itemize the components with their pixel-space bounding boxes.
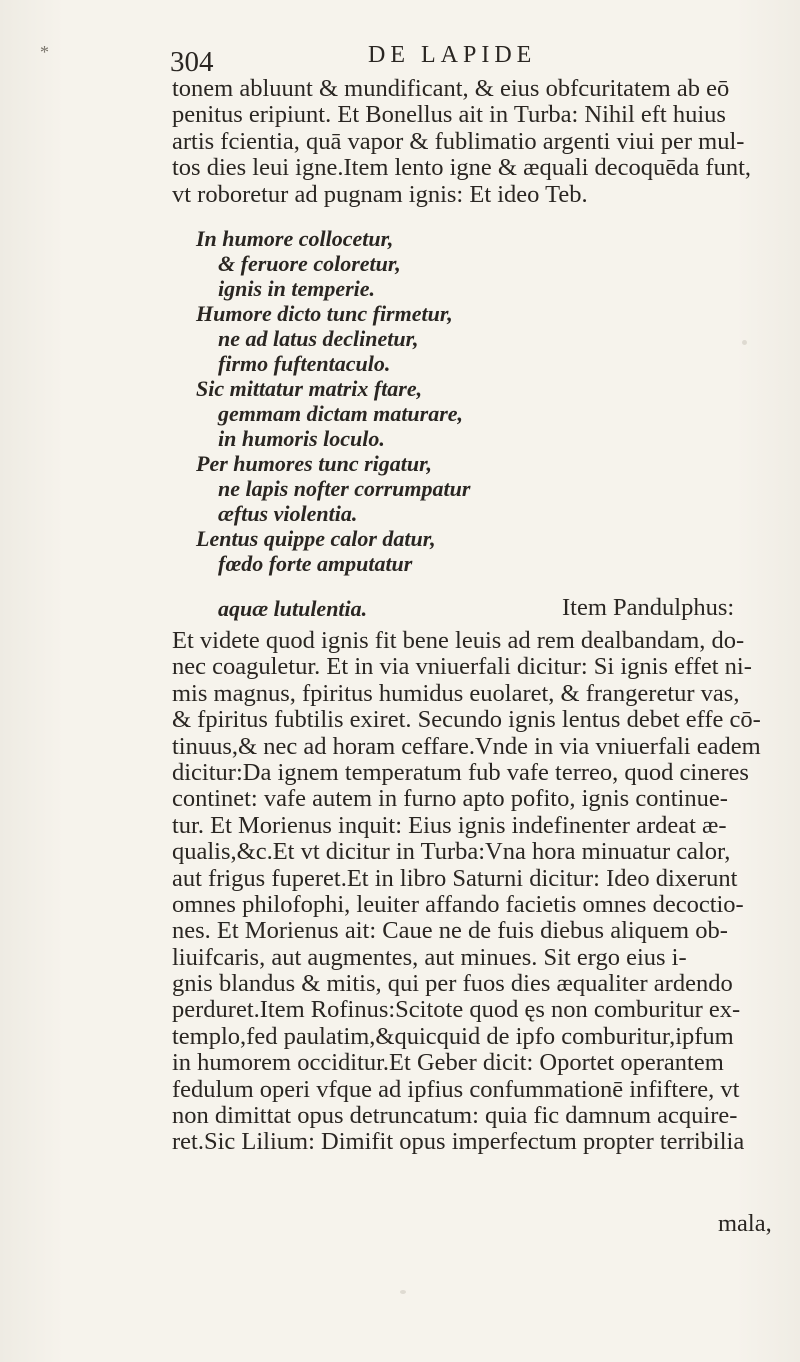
verse-line: ne lapis nofter corrumpatur [218,476,471,501]
text-line: mis magnus, fpiritus humidus euolaret, & frangeretur vas, [172,679,740,707]
text-line: Et videte quod ignis fit bene leuis ad rem dealbandam, do- [172,627,745,654]
text-line: dicitur:Da ignem temperatum fub vafe terreo, quod cineres [172,758,749,786]
verse-line: aquæ lutulentia. [218,596,368,621]
text-line: ret.Sic Lilium: Dimifit opus imperfectum propter terribilia [172,1128,745,1156]
verse-line: Sic mittatur matrix ftare, [196,376,423,401]
verse-line: & feruore coloretur, [218,251,401,276]
text-line: nes. Et Morienus ait: Caue ne de fuis diebus aliquem ob- [172,917,728,945]
text-line: & fpiritus fubtilis exiret. Secundo ignis lentus debet effe cō- [172,706,761,734]
item-line [172,596,792,624]
prose-block-2 [172,628,792,1156]
catchword: mala, [718,1210,772,1237]
verse-line: æftus violentia. [218,501,358,526]
prose-block-1 [172,76,787,208]
running-head: DE LAPIDE [368,42,537,68]
verse-line: ignis in temperie. [218,276,376,301]
text-line: continet: vafe autem in furno apto pofito, ignis continue- [172,785,728,813]
text-line: penitus eripiunt. Et Bonellus ait in Turba: Nihil eft huius [172,101,726,129]
text-line: omnes philofophi, leuiter affando facietis omnes decoctio- [172,890,744,918]
page-header [170,38,640,78]
verse-line: fœdo forte amputatur [218,551,413,576]
verse-line: in humoris loculo. [218,426,385,451]
text-line: in humorem occiditur.Et Geber dicit: Oportet operantem [172,1049,724,1077]
text-line: tos dies leui igne.Item lento igne & æquali decoquēda funt, [172,154,752,182]
text-line: aut frigus fuperet.Et in libro Saturni dicitur: Ideo dixerunt [172,864,738,892]
verse-line: ne ad latus declinetur, [218,326,419,351]
text-line: tur. Et Morienus inquit: Eius ignis indefinenter ardeat æ- [172,811,727,839]
verse-line: gemmam dictam maturare, [218,401,464,426]
verse-line: Lentus quippe calor datur, [196,526,436,551]
text-line: qualis,&c.Et vt dicitur in Turba:Vna hora minuatur calor, [172,838,731,866]
paper-spot [455,870,459,874]
verse-line: Humore dicto tunc firmetur, [196,301,453,326]
text-line: fedulum operi vfque ad ipfius confummationē infiftere, vt [172,1075,740,1103]
verse-line: firmo fuftentaculo. [218,351,391,376]
text-line: nec coaguletur. Et in via vniuerfali dicitur: Si ignis effet ni- [172,653,752,681]
text-line: perduret.Item Rofinus:Scitote quod ęs non comburitur ex- [172,996,741,1024]
paper-spot [400,1290,406,1294]
text-line: vt roboretur ad pugnam ignis: Et ideo Teb. [172,180,588,208]
verse-line: Per humores tunc rigatur, [196,451,432,476]
text-line: non dimittat opus detruncatum: quia fic damnum acquire- [172,1102,738,1130]
verse-line: In humore collocetur, [196,226,394,251]
text-line: tonem abluunt & mundificant, & eius obfcuritatem ab eō [172,75,730,102]
item-label: Item Pandulphus: [562,594,735,621]
paper-spot [742,340,747,345]
text-line: templo,fed paulatim,&quicquid de ipfo comburitur,ipfum [172,1022,734,1050]
margin-mark: * [40,42,50,62]
text-line: artis fcientia, quā vapor & fublimatio argenti viui per mul- [172,127,745,155]
page-number: 304 [170,46,214,78]
text-line: tinuus,& nec ad horam ceffare.Vnde in via vniuerfali eadem [172,732,761,760]
text-line: gnis blandus & mitis, qui per fuos dies æqualiter ardendo [172,970,733,998]
verse-block [196,226,796,576]
text-line: liuifcaris, aut augmentes, aut minues. Sit ergo eius i- [172,943,687,971]
